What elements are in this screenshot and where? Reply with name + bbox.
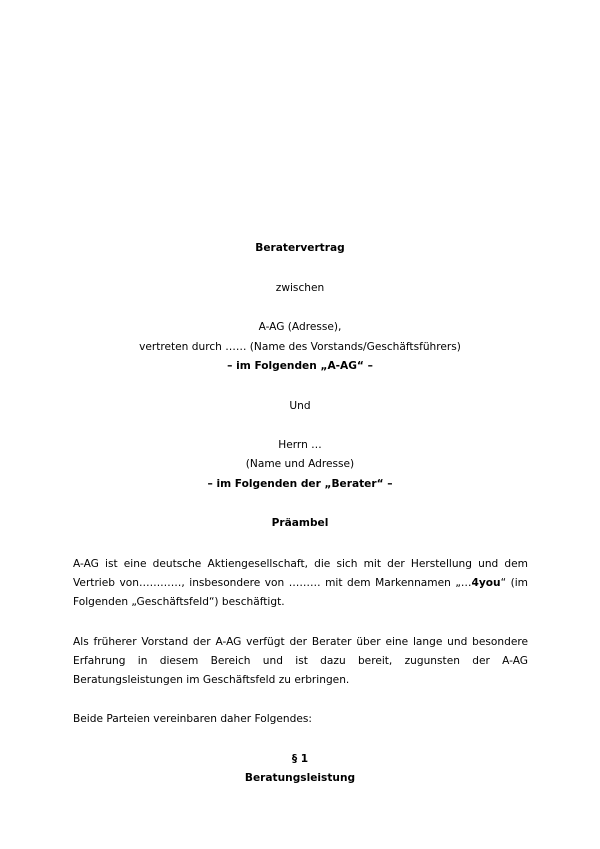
preamble-paragraph-1 — [73, 555, 528, 612]
preamble-p1-line-1: A-AG ist eine deutsche Aktiengesellschaft, die sich mit der Herstellung und dem — [73, 558, 528, 570]
and-text: Und — [289, 400, 311, 412]
preamble-p2-line-2: Erfahrung in diesem Bereich und ist dazu bereit, zugunsten der A-AG — [73, 655, 528, 667]
document-title: Beratervertrag — [255, 242, 345, 254]
preamble-p1-line-2 — [73, 574, 528, 593]
section-1-number: § 1 — [291, 753, 309, 765]
brand-name: 4you — [471, 577, 501, 589]
preamble-p1-line-3: Folgenden „Geschäftsfeld“) beschäftigt. — [73, 596, 285, 608]
between-text: zwischen — [275, 282, 325, 294]
party-b-alias: – im Folgenden der „Berater“ – — [207, 478, 393, 490]
preamble-heading: Präambel — [271, 517, 329, 529]
preamble-p2-line-1: Als früherer Vorstand der A-AG verfügt der Berater über eine lange und besondere — [73, 636, 528, 648]
preamble-paragraph-2 — [73, 633, 528, 690]
party-a-alias: – im Folgenden „A-AG“ – — [227, 360, 373, 372]
party-a-name: A-AG (Adresse), — [258, 321, 342, 333]
party-b-salutation: Herrn … — [278, 439, 322, 451]
preamble-p1-line-2-text: Vertrieb von…………, insbesondere von ……… mit dem Markennamen „… — [73, 577, 472, 589]
party-b-name-address: (Name und Adresse) — [245, 458, 355, 470]
preamble-p1-line-2-end: “ (im — [500, 577, 528, 589]
section-1-title: Beratungsleistung — [244, 772, 356, 784]
preamble-paragraph-3: Beide Parteien vereinbaren daher Folgendes: — [73, 713, 312, 725]
party-a-represented: vertreten durch …… (Name des Vorstands/Geschäftsführers) — [139, 341, 461, 353]
preamble-p2-line-3: Beratungsleistungen im Geschäftsfeld zu erbringen. — [73, 674, 350, 686]
